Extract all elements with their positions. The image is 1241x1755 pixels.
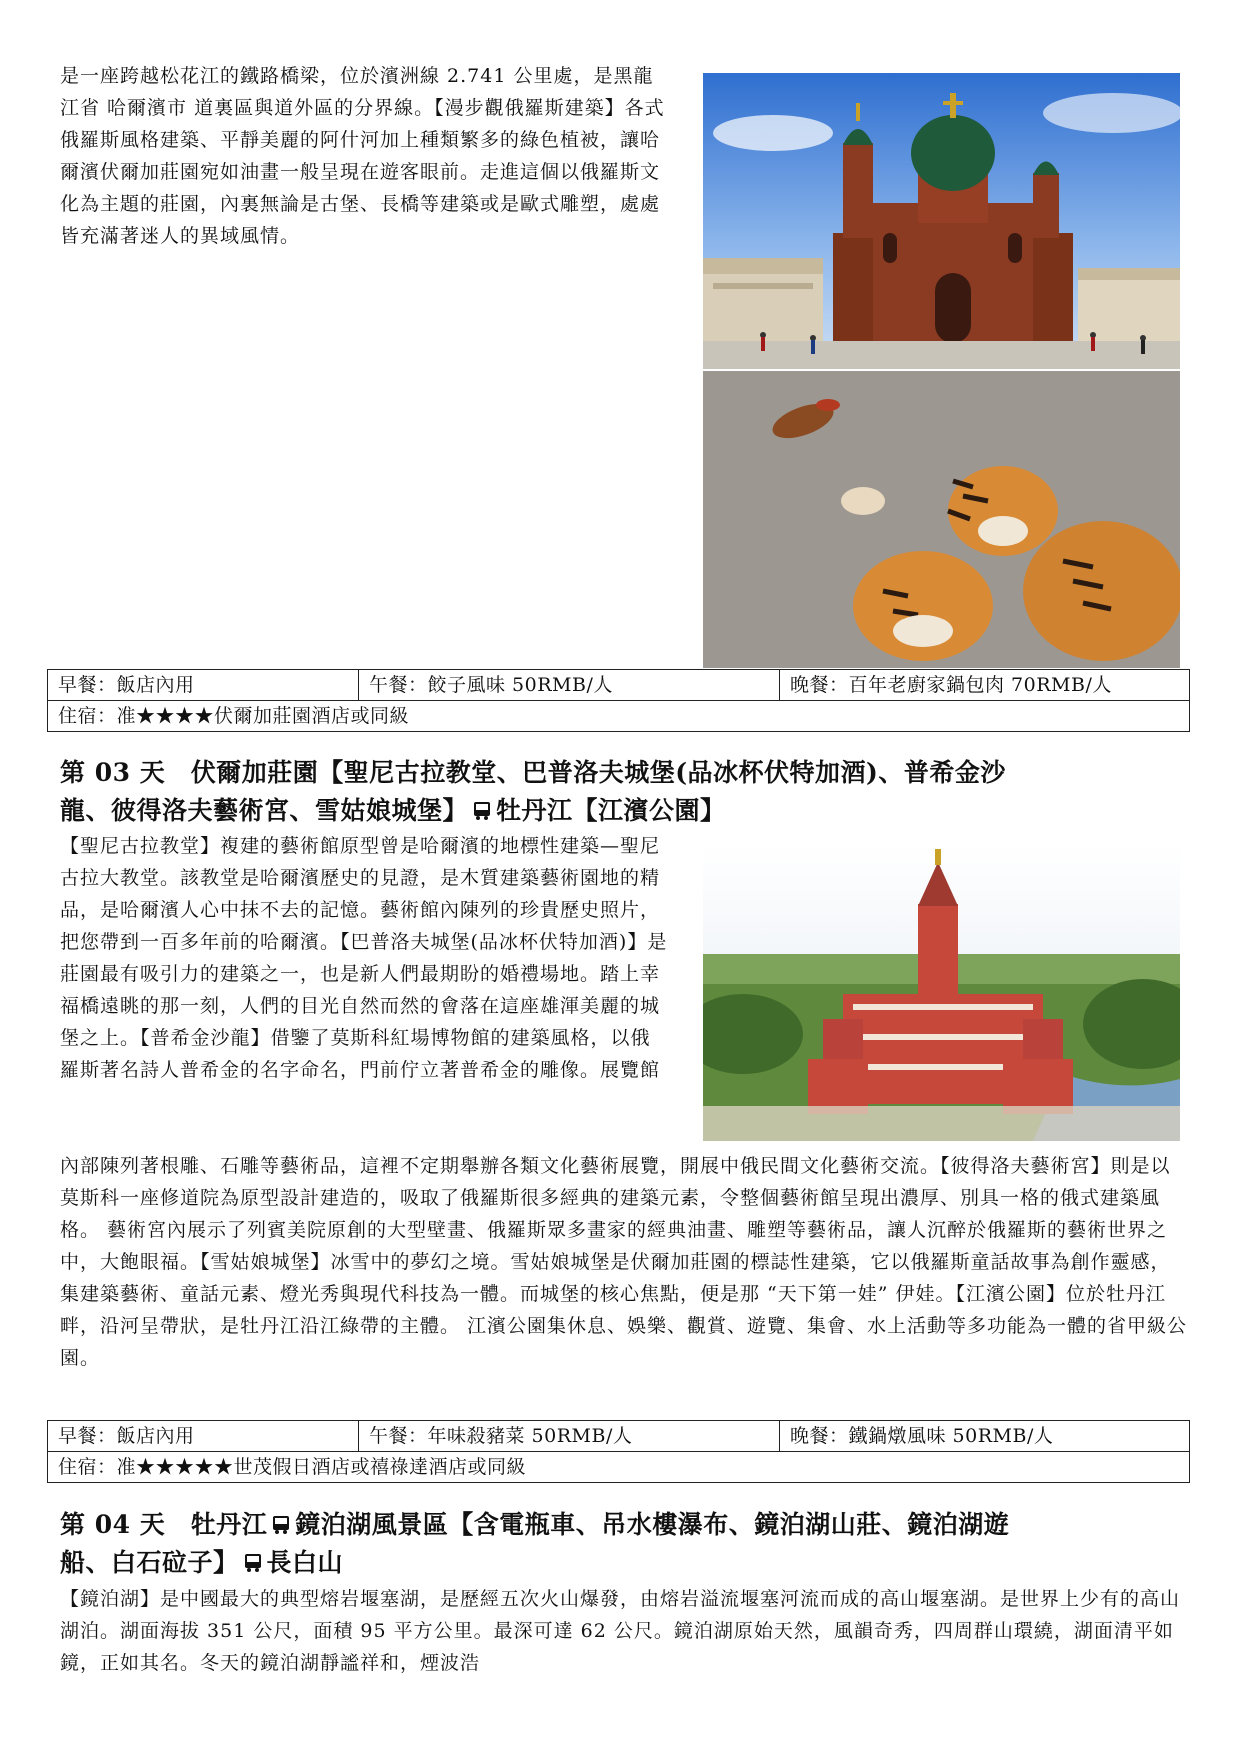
castle-photo [703,844,1180,1141]
day04-body [60,1583,1190,1679]
day02-meals-table [47,669,1190,732]
day03-body-wrapped-text: 【聖尼古拉教堂】複建的藝術館原型曾是哈爾濱的地標性建築—聖尼古拉大教堂。該教堂是哈爾濱歷史的見證，是木質建築藝術園地的精品，是哈爾濱人心中抹不去的記憶。藝術館內陳列的珍貴歷史照片，把您帶到一百多年前的哈爾濱。【巴普洛夫城堡(品冰杯伏特加酒)】是莊園最有吸引力的建築之一，也是新人們最期盼的婚禮場地。踏上幸福橋遠眺的那一刻，人們的目光自然而然的會落在這座雄渾美麗的城堡之上。【普希金沙龍】借鑒了莫斯科紅場博物館的建築風格，以俄羅斯著名詩人普希金的名字命名，門前佇立著普希金的雕像。展覽館 [60,835,668,1081]
day04-heading-part-d: 長白山 [266,1548,344,1577]
meal-row [48,1421,1190,1452]
day04-heading-part-b: 鏡泊湖風景區【含電瓶車、吊水樓瀑布、鏡泊湖山莊、鏡泊湖遊 [295,1510,1010,1539]
bus-icon [471,799,493,821]
breakfast-cell: 早餐：飯店內用 [48,1421,359,1452]
day04-heading-part-c: 船、白石砬子】 [60,1548,239,1577]
castle-illustration [703,844,1180,1141]
lunch-cell: 午餐：年味殺豬菜 50RMB/人 [359,1421,780,1452]
day04-heading-line1 [60,1506,1190,1544]
day03-heading-line2 [60,792,1190,830]
intro-paragraph [60,60,670,252]
tiger-illustration [703,371,1180,668]
hotel-row [48,1452,1190,1483]
day03-heading-line1: 第 03 天 伏爾加莊園【聖尼古拉教堂、巴普洛夫城堡(品冰杯伏特加酒)、普希金沙 [60,758,1006,787]
day03-heading-part-a: 龍、彼得洛夫藝術宮、雪姑娘城堡】 [60,796,469,825]
cathedral-illustration [703,73,1180,369]
day04-body-text: 【鏡泊湖】是中國最大的典型熔岩堰塞湖，是歷經五次火山爆發，由熔岩溢流堰塞河流而成的高山堰塞湖。是世界上少有的高山湖泊。湖面海拔 351 公尺，面積 95 平方公里。最深可達 62 公尺。鏡泊湖原始天然，風韻奇秀，四周群山環繞，湖面清平如鏡，正如其名。冬天的鏡泊湖靜謐祥和，煙波浩 [60,1588,1181,1674]
bus-icon [242,1551,264,1573]
breakfast-cell: 早餐：飯店內用 [48,670,359,701]
day04-heading-part-a: 第 04 天 牡丹江 [60,1510,268,1539]
day03-body-wrapped [60,830,670,1086]
hotel-cell: 住宿：准★★★★★世茂假日酒店或禧祿達酒店或同級 [48,1452,1190,1483]
day04-heading-line2 [60,1544,1190,1582]
day03-heading-part-b: 牡丹江【江濱公園】 [496,796,726,825]
day03-meals-table [47,1420,1190,1483]
tiger-photo [703,371,1180,668]
hotel-row [48,701,1190,732]
hotel-cell: 住宿：准★★★★伏爾加莊園酒店或同級 [48,701,1190,732]
intro-text: 是一座跨越松花江的鐵路橋梁，位於濱洲線 2.741 公里處，是黑龍江省 哈爾濱市 道裏區與道外區的分界線。【漫步觀俄羅斯建築】各式俄羅斯風格建築、平靜美麗的阿什河加上種類繁多的綠色植被，讓哈爾濱伏爾加莊園宛如油畫一般呈現在遊客眼前。走進這個以俄羅斯文化為主題的莊園，內裏無論是古堡、長橋等建築或是歐式雕塑，處處皆充滿著迷人的異域風情。 [60,65,665,247]
day03-heading [60,754,1190,830]
day03-body-full [60,1150,1190,1374]
meal-row [48,670,1190,701]
day04-heading [60,1506,1190,1582]
dinner-cell: 晚餐：鐵鍋燉風味 50RMB/人 [780,1421,1190,1452]
dinner-cell: 晚餐：百年老廚家鍋包肉 70RMB/人 [780,670,1190,701]
bus-icon [270,1513,292,1535]
cathedral-photo [703,73,1180,369]
lunch-cell: 午餐：餃子風味 50RMB/人 [359,670,780,701]
day03-body-full-text: 內部陳列著根雕、石雕等藝術品，這裡不定期舉辦各類文化藝術展覽，開展中俄民間文化藝術交流。【彼得洛夫藝術宮】則是以莫斯科一座修道院為原型設計建造的，吸取了俄羅斯很多經典的建築元素，令整個藝術館呈現出濃厚、別具一格的俄式建築風格。 藝術宮內展示了列賓美院原創的大型壁畫、俄羅斯眾多畫家的經典油畫、雕塑等藝術品，讓人沉醉於俄羅斯的藝術世界之中，大飽眼福。【雪姑娘城堡】冰雪中的夢幻之境。雪姑娘城堡是伏爾加莊園的標誌性建築，它以俄羅斯童話故事為創作靈感，集建築藝術、童話元素、燈光秀與現代科技為一體。而城堡的核心焦點，便是那 “天下第一娃” 伊娃。【江濱公園】位於牡丹江畔，沿河呈帶狀，是牡丹江沿江綠帶的主體。 江濱公園集休息、娛樂、觀賞、遊覽、集會、水上活動等多功能為一體的省甲級公園。 [60,1155,1188,1369]
